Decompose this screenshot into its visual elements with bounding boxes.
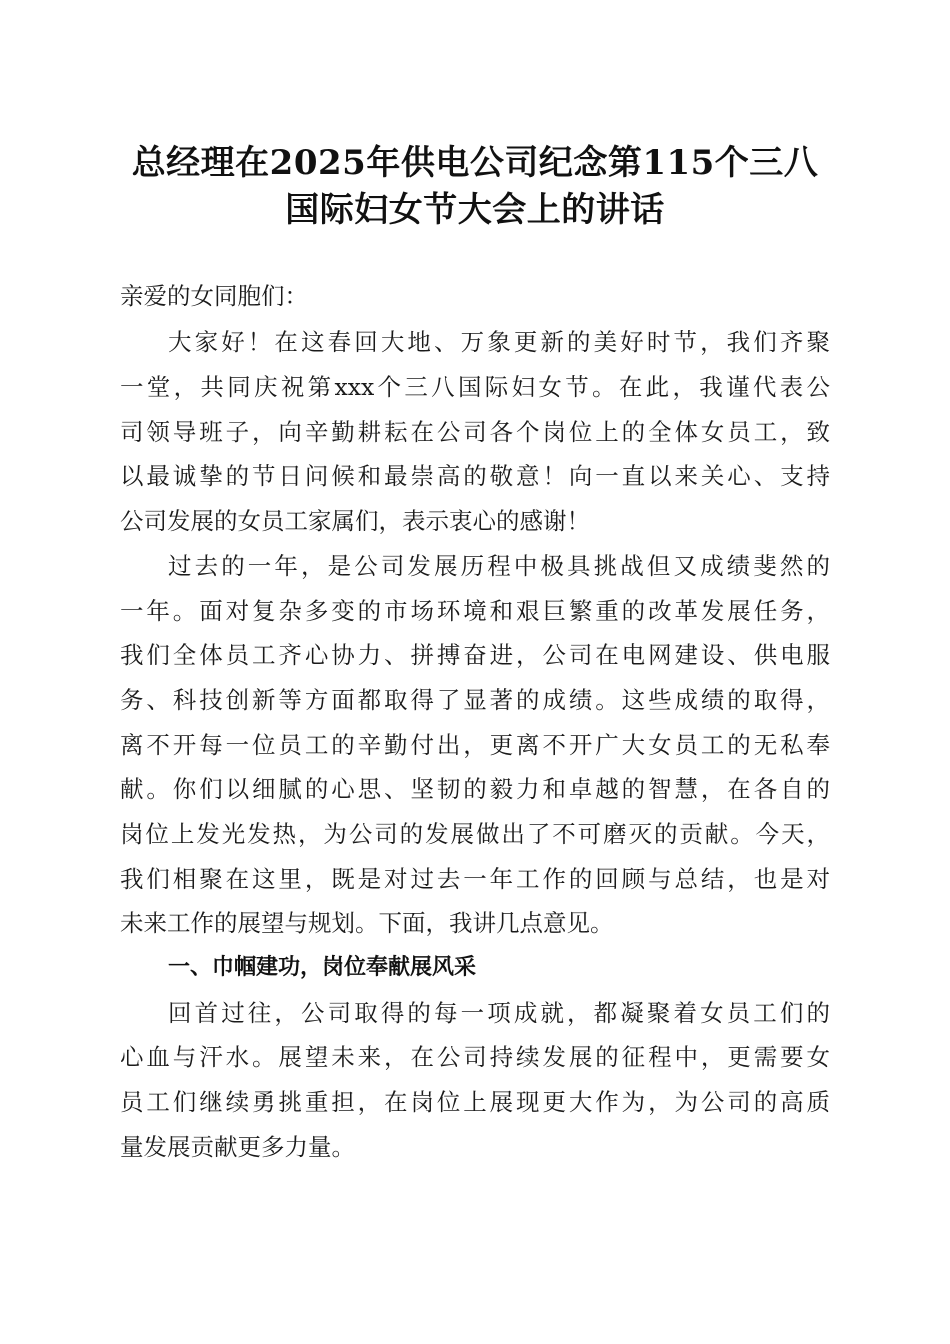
paragraph-2-line-3: 我们全体员工齐心协力、拼搏奋进，公司在电网建设、供电服 — [120, 641, 830, 669]
document-title-line-1: 总经理在2025年供电公司纪念第115个三八 — [131, 143, 819, 183]
section-heading-1: 一、巾帼建功，岗位奉献展风采 — [168, 955, 477, 980]
paragraph-1-line-2: 一堂，共同庆祝第xxx个三八国际妇女节。在此，我谨代表公 — [120, 373, 830, 401]
paragraph-2-line-7: 岗位上发光发热，为公司的发展做出了不可磨灭的贡献。今天， — [120, 820, 830, 848]
paragraph-3-line-4: 量发展贡献更多力量。 — [120, 1133, 355, 1161]
paragraph-1-line-3: 司领导班子，向辛勤耕耘在公司各个岗位上的全体女员工，致 — [120, 418, 830, 446]
paragraph-1-line-4: 以最诚挚的节日问候和最崇高的敬意！向一直以来关心、支持 — [120, 462, 830, 490]
paragraph-2-line-1: 过去的一年，是公司发展历程中极具挑战但又成绩斐然的 — [168, 552, 830, 580]
paragraph-1-line-5: 公司发展的女员工家属们，表示衷心的感谢！ — [120, 507, 590, 535]
paragraph-1-line-1: 大家好！在这春回大地、万象更新的美好时节，我们齐聚 — [168, 328, 830, 356]
paragraph-2-line-9: 未来工作的展望与规划。下面，我讲几点意见。 — [120, 909, 614, 937]
paragraph-3-line-3: 员工们继续勇挑重担，在岗位上展现更大作为，为公司的高质 — [120, 1088, 830, 1116]
paragraph-2-line-6: 献。你们以细腻的心思、坚韧的毅力和卓越的智慧，在各自的 — [120, 775, 830, 803]
paragraph-3-line-2: 心血与汗水。展望未来，在公司持续发展的征程中，更需要女 — [120, 1043, 830, 1071]
paragraph-2-line-5: 离不开每一位员工的辛勤付出，更离不开广大女员工的无私奉 — [120, 731, 830, 759]
paragraph-3-line-1: 回首过往，公司取得的每一项成就，都凝聚着女员工们的 — [168, 999, 830, 1027]
salutation: 亲爱的女同胞们： — [120, 282, 308, 310]
document-title-line-2: 国际妇女节大会上的讲话 — [285, 190, 665, 230]
paragraph-2-line-2: 一年。面对复杂多变的市场环境和艰巨繁重的改革发展任务， — [120, 597, 830, 625]
paragraph-2-line-8: 我们相聚在这里，既是对过去一年工作的回顾与总结，也是对 — [120, 865, 830, 893]
paragraph-2-line-4: 务、科技创新等方面都取得了显著的成绩。这些成绩的取得， — [120, 686, 830, 714]
